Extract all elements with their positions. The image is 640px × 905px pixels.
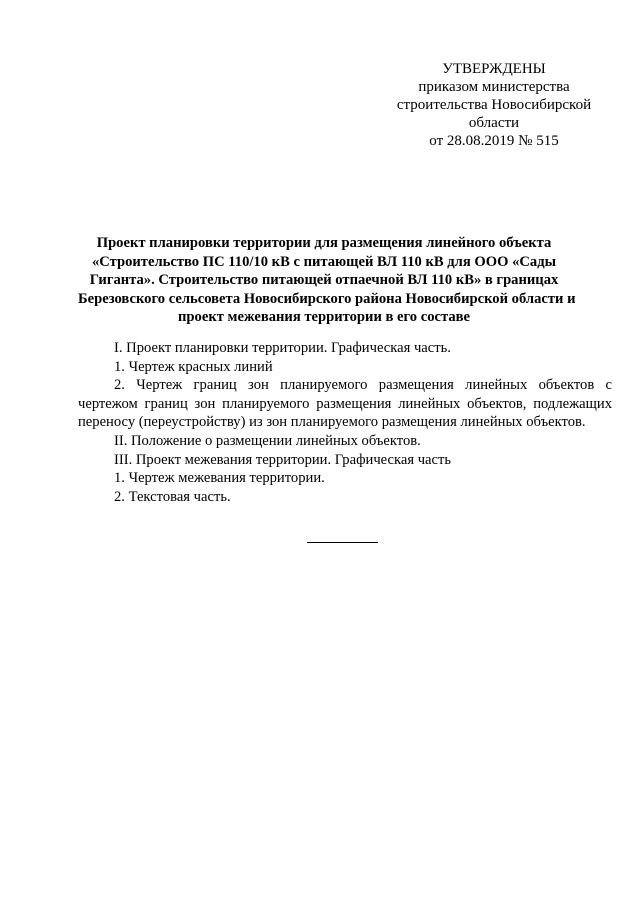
item-text: переносу (переустройству) из зон планируемого размещения линейных объектов. xyxy=(78,414,586,431)
item-text: I. Проект планировки территории. Графическая часть. xyxy=(114,340,451,356)
title-line: «Строительство ПС 110/10 кВ с питающей ВЛ 110 кВ для ООО «Сады xyxy=(92,253,556,270)
approval-date-number: от 28.08.2019 № 515 xyxy=(429,133,559,149)
closing-divider xyxy=(307,542,378,543)
item-text: 2. Текстовая часть. xyxy=(114,488,231,505)
section-item-1 xyxy=(78,339,612,358)
item-text: 2. Чертеж границ зон планируемого размещения линейных объектов с xyxy=(114,377,612,394)
section-item-2 xyxy=(78,432,612,451)
approval-line: области xyxy=(468,115,520,131)
item-text: III. Проект межевания территории. Графическая часть xyxy=(114,451,452,468)
contents-list xyxy=(78,339,612,506)
item-text: 1. Чертеж межевания территории. xyxy=(114,470,325,487)
subsection-item-1-2 xyxy=(78,376,612,432)
document-title xyxy=(78,234,576,327)
title-line: Проект планировки территории для размещения линейного объекта xyxy=(96,235,552,251)
section-item-3 xyxy=(78,451,612,470)
approval-heading: УТВЕРЖДЕНЫ xyxy=(442,61,546,77)
approval-stamp xyxy=(380,60,608,150)
item-text: 1. Чертеж красных линий xyxy=(114,358,273,375)
subsection-item-3-2 xyxy=(78,488,612,507)
title-line: проект межевания территории в его составе xyxy=(178,309,470,325)
title-line: Гиганта». Строительство питающей отпаечной ВЛ 110 кВ» в границах xyxy=(89,272,559,288)
item-text: II. Положение о размещении линейных объектов. xyxy=(114,432,421,449)
approval-line: приказом министерства xyxy=(418,79,570,95)
subsection-item-3-1 xyxy=(78,469,612,488)
item-text: чертежом границ зон планируемого размещения линейных объектов, подлежащих xyxy=(78,395,612,412)
subsection-item-1-1 xyxy=(78,358,612,377)
approval-line: строительства Новосибирской xyxy=(396,97,592,113)
title-line: Березовского сельсовета Новосибирского района Новосибирской области и xyxy=(78,290,576,307)
